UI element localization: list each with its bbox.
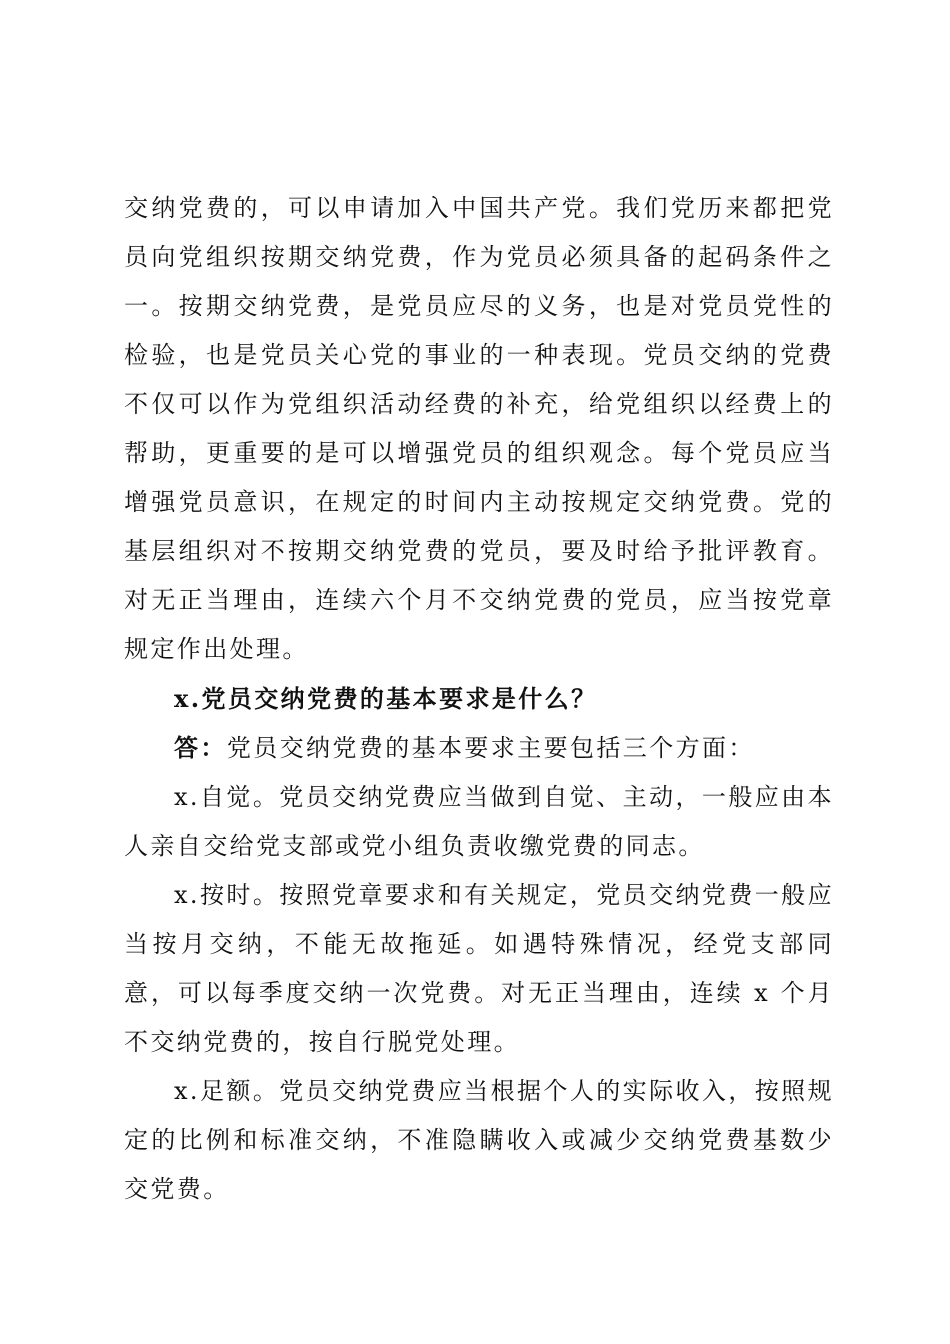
answer-intro-paragraph: [124, 723, 834, 773]
point-paragraph-3: x.足额。党员交纳党费应当根据个人的实际收入，按照规定的比例和标准交纳，不准隐瞒收入或减少交纳党费基数少交党费。: [124, 1077, 834, 1203]
body-paragraph: 交纳党费的，可以申请加入中国共产党。我们党历来都把党员向党组织按期交纳党费，作为党员必须具备的起码条件之一。按期交纳党费，是党员应尽的义务，也是对党员党性的检验，也是党员关心党的事业的一种表现。党员交纳的党费不仅可以作为党组织活动经费的补充，给党组织以经费上的帮助，更重要的是可以增强党员的组织观念。每个党员应当增强党员意识，在规定的时间内主动按规定交纳党费。党的基层组织对不按期交纳党费的党员，要及时给予批评教育。对无正当理由，连续六个月不交纳党费的党员，应当按党章规定作出处理。: [124, 194, 834, 663]
answer-label: 答：: [174, 733, 227, 762]
point-paragraph-1: x.自觉。党员交纳党费应当做到自觉、主动，一般应由本人亲自交给党支部或党小组负责收缴党费的同志。: [124, 783, 834, 860]
question-heading: x.党员交纳党费的基本要求是什么？: [174, 684, 598, 713]
document-body: [124, 184, 834, 1214]
point-paragraph-2: x.按时。按照党章要求和有关规定，党员交纳党费一般应当按月交纳，不能无故拖延。如遇特殊情况，经党支部同意，可以每季度交纳一次党费。对无正当理由，连续 x 个月不交纳党费的，按自行脱党处理。: [124, 881, 834, 1056]
answer-intro-text: 党员交纳党费的基本要求主要包括三个方面：: [226, 734, 755, 762]
